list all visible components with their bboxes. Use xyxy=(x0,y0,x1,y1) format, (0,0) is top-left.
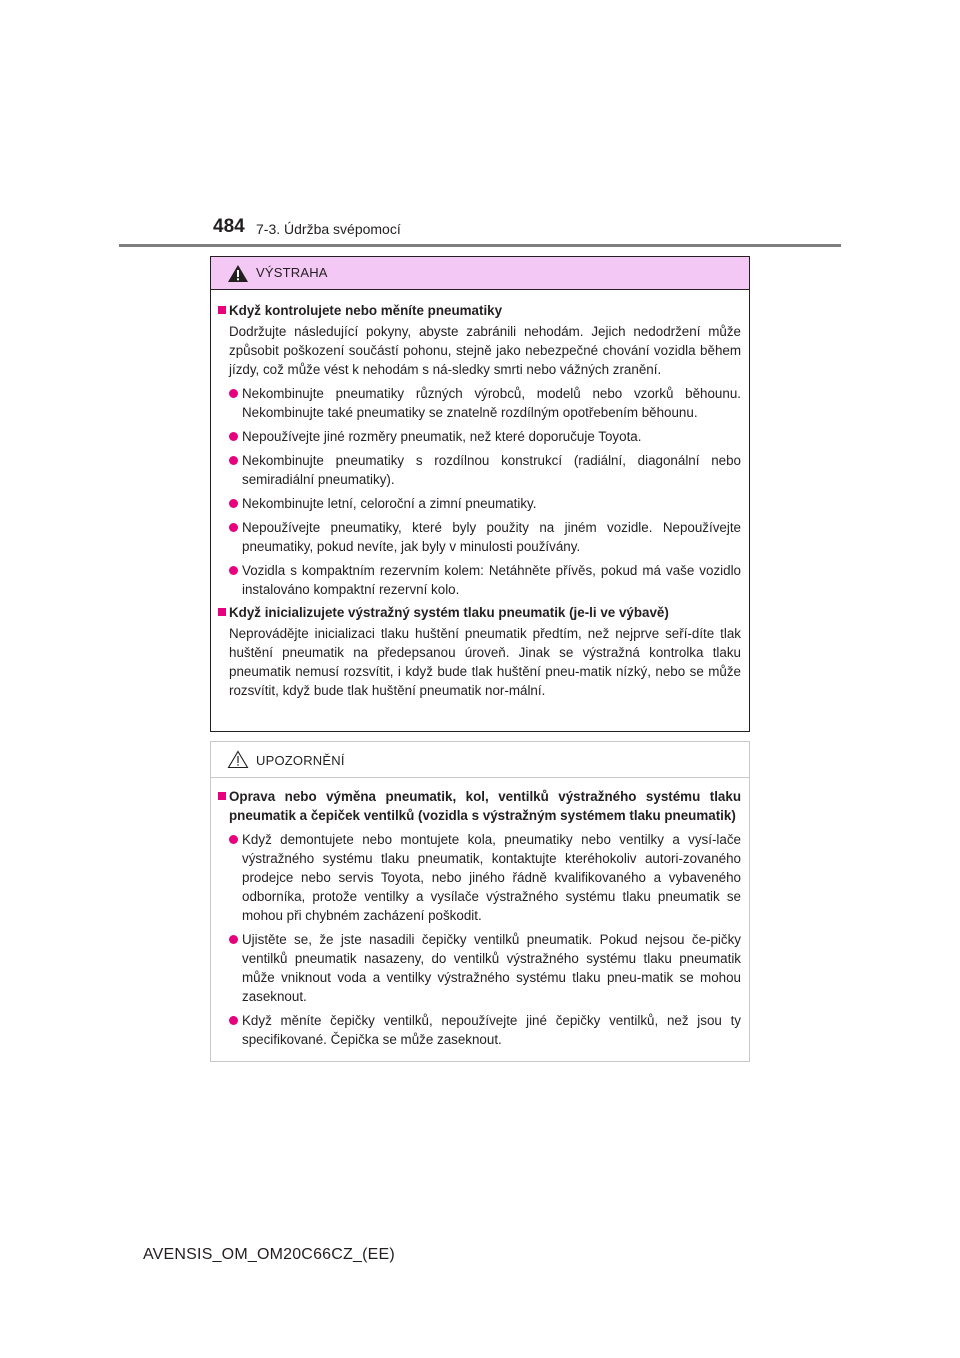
header-divider xyxy=(119,244,841,247)
notice-header xyxy=(211,742,749,778)
notice-label: UPOZORNĚNÍ xyxy=(256,753,345,768)
list-item xyxy=(218,384,741,422)
circle-bullet-icon xyxy=(229,566,238,575)
list-item-text: Nekombinujte letní, celoroční a zimní pneumatiky. xyxy=(242,496,537,511)
square-bullet-icon xyxy=(218,306,226,314)
list-item xyxy=(218,427,741,446)
list-item-text: Když měníte čepičky ventilků, nepoužívejte jiné čepičky ventilků, než jsou ty specifikované. Čepička se může zaseknout. xyxy=(242,1013,741,1047)
section-heading xyxy=(218,603,741,622)
circle-bullet-icon xyxy=(229,456,238,465)
list-item xyxy=(218,1011,741,1049)
section-text: Dodržujte následující pokyny, abyste zabránili nehodám. Jejich nedodržení může způsobit poškození součástí pohonu, stejně jako nebezpečné chování vozidla během jízdy, což může vést k nehodám s ná-sledky smrti nebo vážných zranění. xyxy=(229,324,741,377)
section-heading xyxy=(218,301,741,320)
list-item xyxy=(218,561,741,599)
list-item-text: Když demontujete nebo montujete kola, pneumatiky nebo ventilky a vysí-lače výstražného systému tlaku pneumatik, kontaktujte kteréhokoliv autori-zovaného prodejce nebo servis Toyota, nebo jiného řádně kvalifikovaného a vybaveného odborníka, protože ventilky a vysílače výstražného systému tlaku pneumatik se mohou při chybném zacházení poškodit. xyxy=(242,832,741,923)
list-item xyxy=(218,930,741,1006)
document-code: AVENSIS_OM_OM20C66CZ_(EE) xyxy=(143,1246,395,1263)
list-item-text: Vozidla s kompaktním rezervním kolem: Netáhněte přívěs, pokud má vaše vozidlo instalováno kompaktní rezervní kolo. xyxy=(242,563,741,597)
list-item-text: Nepoužívejte jiné rozměry pneumatik, než které doporučuje Toyota. xyxy=(242,429,642,444)
list-item-text: Ujistěte se, že jste nasadili čepičky ventilků pneumatik. Pokud nejsou če-pičky ventilků pneumatik nasazeny, do ventilků výstražného systému tlaku pneumatik může vniknout voda a ventilky výstražného systému tlaku pneu-matik se mohou zaseknout. xyxy=(242,932,741,1004)
square-bullet-icon xyxy=(218,792,226,800)
warning-header xyxy=(211,257,749,290)
list-item-text: Nekombinujte pneumatiky různých výrobců, modelů nebo vzorků běhounu. Nekombinujte také pneumatiky se znatelně rozdílným opotřebením běhounu. xyxy=(242,386,741,420)
circle-bullet-icon xyxy=(229,432,238,441)
circle-bullet-icon xyxy=(229,389,238,398)
circle-bullet-icon xyxy=(229,935,238,944)
notice-body xyxy=(211,778,749,1049)
list-item-text: Nekombinujte pneumatiky s rozdílnou konstrukcí (radiální, diagonální nebo semiradiální pneumatiky). xyxy=(242,453,741,487)
section-heading-text: Když inicializujete výstražný systém tlaku pneumatik (je-li ve výbavě) xyxy=(229,605,669,620)
warning-body xyxy=(211,290,749,700)
list-item xyxy=(218,830,741,925)
circle-bullet-icon xyxy=(229,499,238,508)
list-item xyxy=(218,451,741,489)
list-item xyxy=(218,494,741,513)
section-heading xyxy=(218,787,741,825)
section-heading-text: Když kontrolujete nebo měníte pneumatiky xyxy=(229,303,503,318)
notice-box xyxy=(210,741,750,1062)
section-heading-text: Oprava nebo výměna pneumatik, kol, ventilků výstražného systému tlaku pneumatik a čepiček ventilků (vozidla s výstražným systémem tlaku pneumatik) xyxy=(229,789,741,823)
section-title: 7-3. Údržba svépomocí xyxy=(256,221,401,237)
caution-triangle-icon xyxy=(227,750,249,769)
section-text: Neprovádějte inicializaci tlaku huštění pneumatik předtím, než nejprve seří-díte tlak huštění pneumatik na předepsanou úroveň. Jinak se výstražná kontrolka tlaku pneumatik nemusí rozsvítit, i když bude tlak huštění pneu-matik nízký, nebo se může rozsvítit, když bude tlak huštění pneumatik nor-mální. xyxy=(229,626,741,698)
list-item xyxy=(218,518,741,556)
square-bullet-icon xyxy=(218,608,226,616)
warning-label: VÝSTRAHA xyxy=(256,265,328,280)
warning-triangle-icon xyxy=(227,264,249,283)
circle-bullet-icon xyxy=(229,1016,238,1025)
circle-bullet-icon xyxy=(229,523,238,532)
list-item-text: Nepoužívejte pneumatiky, které byly použity na jiném vozidle. Nepoužívejte pneumatiky, pokud nevíte, jak byly v minulosti používány. xyxy=(242,520,741,554)
page-number: 484 xyxy=(213,216,245,237)
circle-bullet-icon xyxy=(229,835,238,844)
warning-box xyxy=(210,256,750,732)
